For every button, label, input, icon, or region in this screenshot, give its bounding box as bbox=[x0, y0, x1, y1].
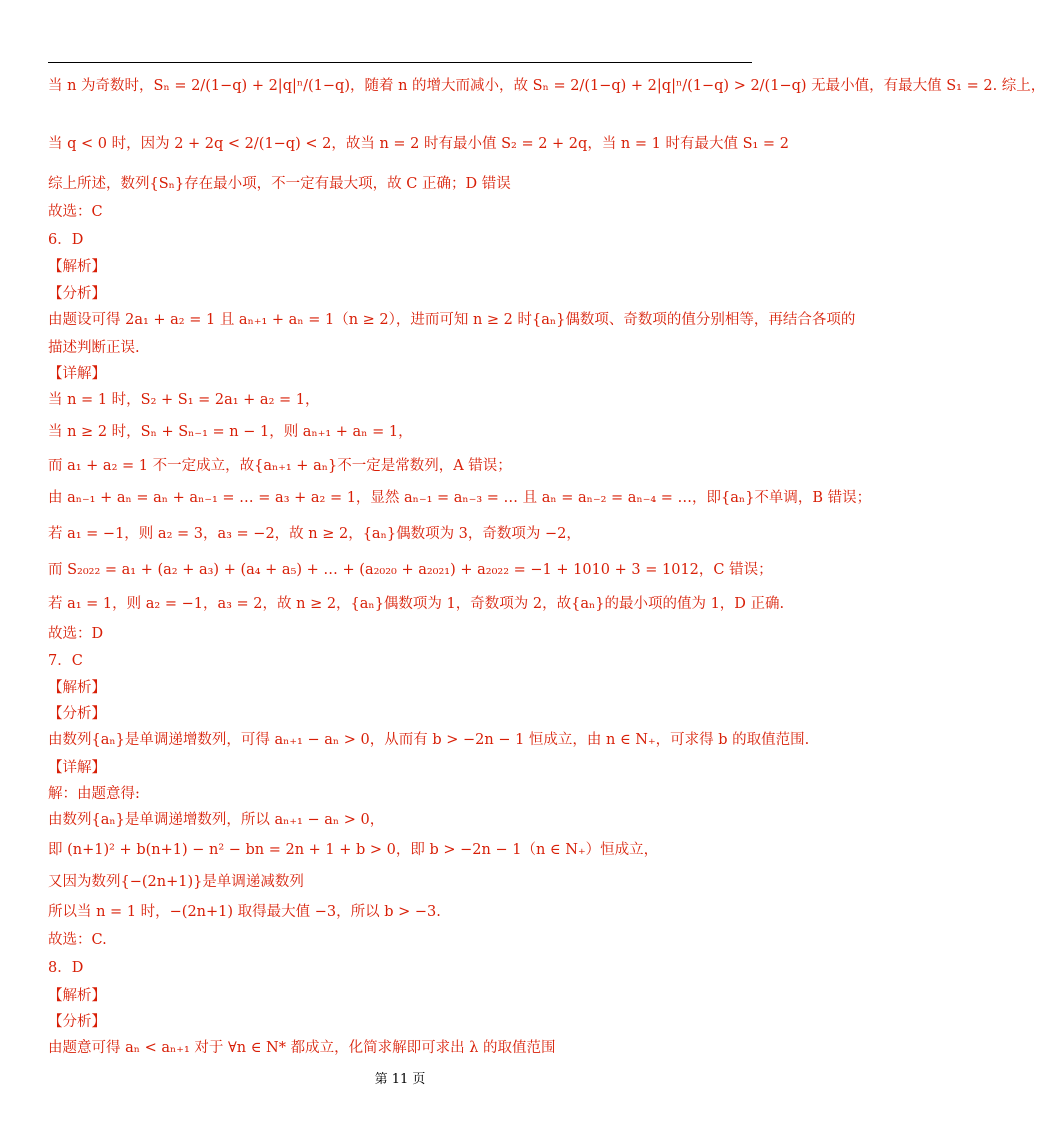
text-line: 由数列{aₙ}是单调递增数列，可得 aₙ₊₁ − aₙ > 0，从而有 b > −2n − 1 恒成立，由 n ∈ N₊，可求得 b 的取值范围. bbox=[48, 732, 810, 748]
text-line: 若 a₁ = −1，则 a₂ = 3，a₃ = −2，故 n ≥ 2，{aₙ}偶数项为 3，奇数项为 −2， bbox=[48, 526, 581, 542]
section-heading: 【详解】 bbox=[48, 760, 106, 776]
text-line: 综上所述，数列{Sₙ}存在最小项，不一定有最大项，故 C 正确；D 错误 bbox=[48, 176, 511, 192]
section-heading: 【解析】 bbox=[48, 259, 106, 275]
text-line: 故选：C. bbox=[48, 932, 107, 948]
header-rule bbox=[48, 62, 752, 63]
text-line: 由题意可得 aₙ < aₙ₊₁ 对于 ∀n ∈ N* 都成立，化简求解即可求出 λ 的取值范围 bbox=[48, 1040, 556, 1056]
question-number: 8．D bbox=[48, 960, 84, 976]
text-line: 描述判断正误. bbox=[48, 340, 140, 356]
text-line: 当 n 为奇数时，Sₙ = 2/(1−q) + 2|q|ⁿ/(1−q)，随着 n 的增大而减小，故 Sₙ = 2/(1−q) + 2|q|ⁿ/(1−q) > 2/(1−q) 无最小值，有最大值 S₁ = 2. 综上， bbox=[48, 78, 1045, 94]
section-heading: 【解析】 bbox=[48, 680, 106, 696]
text-line: 由数列{aₙ}是单调递增数列，所以 aₙ₊₁ − aₙ > 0， bbox=[48, 812, 385, 828]
text-line: 故选：D bbox=[48, 626, 104, 642]
question-number: 6．D bbox=[48, 232, 84, 248]
text-line: 而 a₁ + a₂ = 1 不一定成立，故{aₙ₊₁ + aₙ}不一定是常数列，A 错误； bbox=[48, 458, 512, 474]
text-line: 所以当 n = 1 时，−(2n+1) 取得最大值 −3，所以 b > −3. bbox=[48, 904, 441, 920]
text-line: 解：由题意得: bbox=[48, 786, 140, 802]
question-number: 7．C bbox=[48, 653, 83, 669]
page-footer: 第 11 页 bbox=[374, 1072, 426, 1087]
text-line: 又因为数列{−(2n+1)}是单调递减数列 bbox=[48, 874, 304, 890]
text-line: 当 n = 1 时，S₂ + S₁ = 2a₁ + a₂ = 1， bbox=[48, 392, 320, 408]
section-heading: 【解析】 bbox=[48, 988, 106, 1004]
text-line: 若 a₁ = 1，则 a₂ = −1，a₃ = 2，故 n ≥ 2，{aₙ}偶数项为 1，奇数项为 2，故{aₙ}的最小项的值为 1，D 正确. bbox=[48, 596, 785, 612]
text-line: 当 n ≥ 2 时，Sₙ + Sₙ₋₁ = n − 1，则 aₙ₊₁ + aₙ = 1， bbox=[48, 424, 413, 440]
text-line: 当 q < 0 时，因为 2 + 2q < 2/(1−q) < 2，故当 n = 2 时有最小值 S₂ = 2 + 2q，当 n = 1 时有最大值 S₁ = 2 bbox=[48, 136, 789, 152]
section-heading: 【分析】 bbox=[48, 706, 106, 722]
section-heading: 【分析】 bbox=[48, 286, 106, 302]
text-line: 由 aₙ₋₁ + aₙ = aₙ + aₙ₋₁ = … = a₃ + a₂ = 1，显然 aₙ₋₁ = aₙ₋₃ = … 且 aₙ = aₙ₋₂ = aₙ₋₄ = …，即{aₙ}不单调，B 错误； bbox=[48, 490, 872, 506]
text-line: 由题设可得 2a₁ + a₂ = 1 且 aₙ₊₁ + aₙ = 1（n ≥ 2），进而可知 n ≥ 2 时{aₙ}偶数项、奇数项的值分别相等，再结合各项的 bbox=[48, 312, 856, 328]
text-line: 而 S₂₀₂₂ = a₁ + (a₂ + a₃) + (a₄ + a₅) + … + (a₂₀₂₀ + a₂₀₂₁) + a₂₀₂₂ = −1 + 1010 + 3 = 1012，C 错误； bbox=[48, 562, 773, 578]
text-line: 即 (n+1)² + b(n+1) − n² − bn = 2n + 1 + b > 0，即 b > −2n − 1（n ∈ N₊）恒成立， bbox=[48, 842, 659, 858]
text-line: 故选：C bbox=[48, 204, 103, 220]
section-heading: 【详解】 bbox=[48, 366, 106, 382]
section-heading: 【分析】 bbox=[48, 1014, 106, 1030]
